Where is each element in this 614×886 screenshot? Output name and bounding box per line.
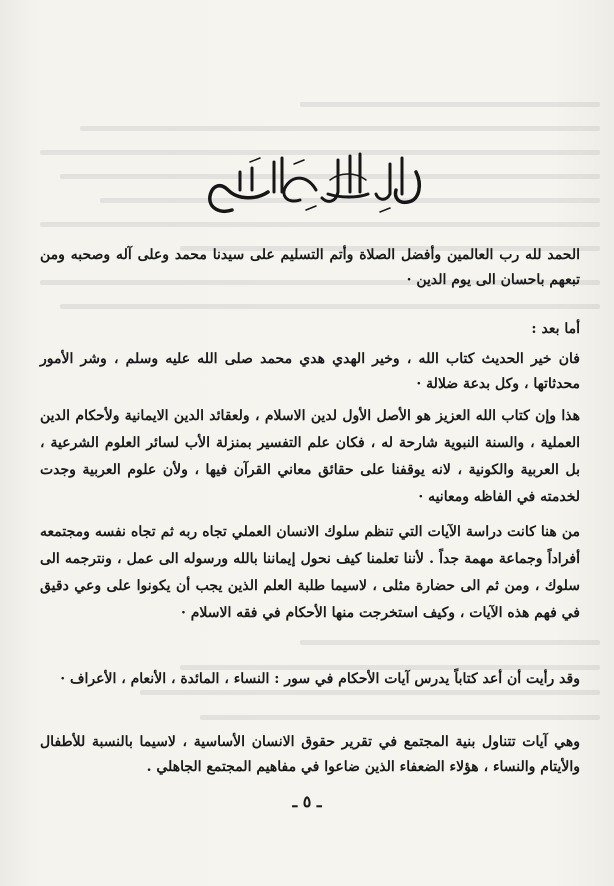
paragraph-study-verses: من هنا كانت دراسة الآيات التي تنظم سلوك الانسان العملي تجاه ربه ثم تجاه نفسه ومجتمعه أفراداً وجماعة مهمة جداً . لأننا تعلمنا كيف نحول إيماننا بالله ورسوله الى عمل ، ونترجمه الى سلوك ، ومن ثم الى حضارة مثلى ، لاسيما طلبة العلم الذين يجب أن يكونوا على وعي دقيق في فهم هذه الآيات ، وكيف استخرجت منها الأحكام في فقه الاسلام · xyxy=(40,524,580,621)
page-number: ـ ٥ ـ xyxy=(292,792,322,811)
paragraph-book-scope: وقد رأيت أن أعد كتاباً يدرس آيات الأحكام في سور : النساء ، المائدة ، الأنعام ، الأعراف · xyxy=(60,671,580,687)
paragraph-praise: الحمد لله رب العالمين وأفضل الصلاة وأتم التسليم على سيدنا محمد وعلى آله وصحبه ومن تبعهم باحسان الى يوم الدين · xyxy=(40,247,580,288)
heading-amma-baad: أما بعد : xyxy=(531,321,580,337)
paragraph-quran-tafsir: هذا وإن كتاب الله العزيز هو الأصل الأول لدين الاسلام ، ولعقائد الدين الايمانية ولأحكام الدين العملية ، والسنة النبوية شارحة له ، فكان علم التفسير بمنزلة الأب لسائر العلوم الشرعية ، بل العربية والكونية ، لانه يوقفنا على حقائق معاني القرآن فيها ، ولأن علوم العربية وجدت لخدمته في الفاظه ومعانيه · xyxy=(40,408,580,505)
paragraph-hadith: فان خير الحديث كتاب الله ، وخير الهدي هدي محمد صلى الله عليه وسلم ، وشر الأمور محدثاتها ، وكل بدعة ضلالة · xyxy=(40,351,580,392)
paragraph-society-rights: وهي آيات تتناول بنية المجتمع في تقرير حقوق الانسان الأساسية ، لاسيما بالنسبة للأطفال والأيتام والنساء ، هؤلاء الضعفاء الذين ضاعوا في مفاهيم المجتمع الجاهلي . xyxy=(40,734,580,775)
basmala-calligraphy xyxy=(190,142,430,232)
